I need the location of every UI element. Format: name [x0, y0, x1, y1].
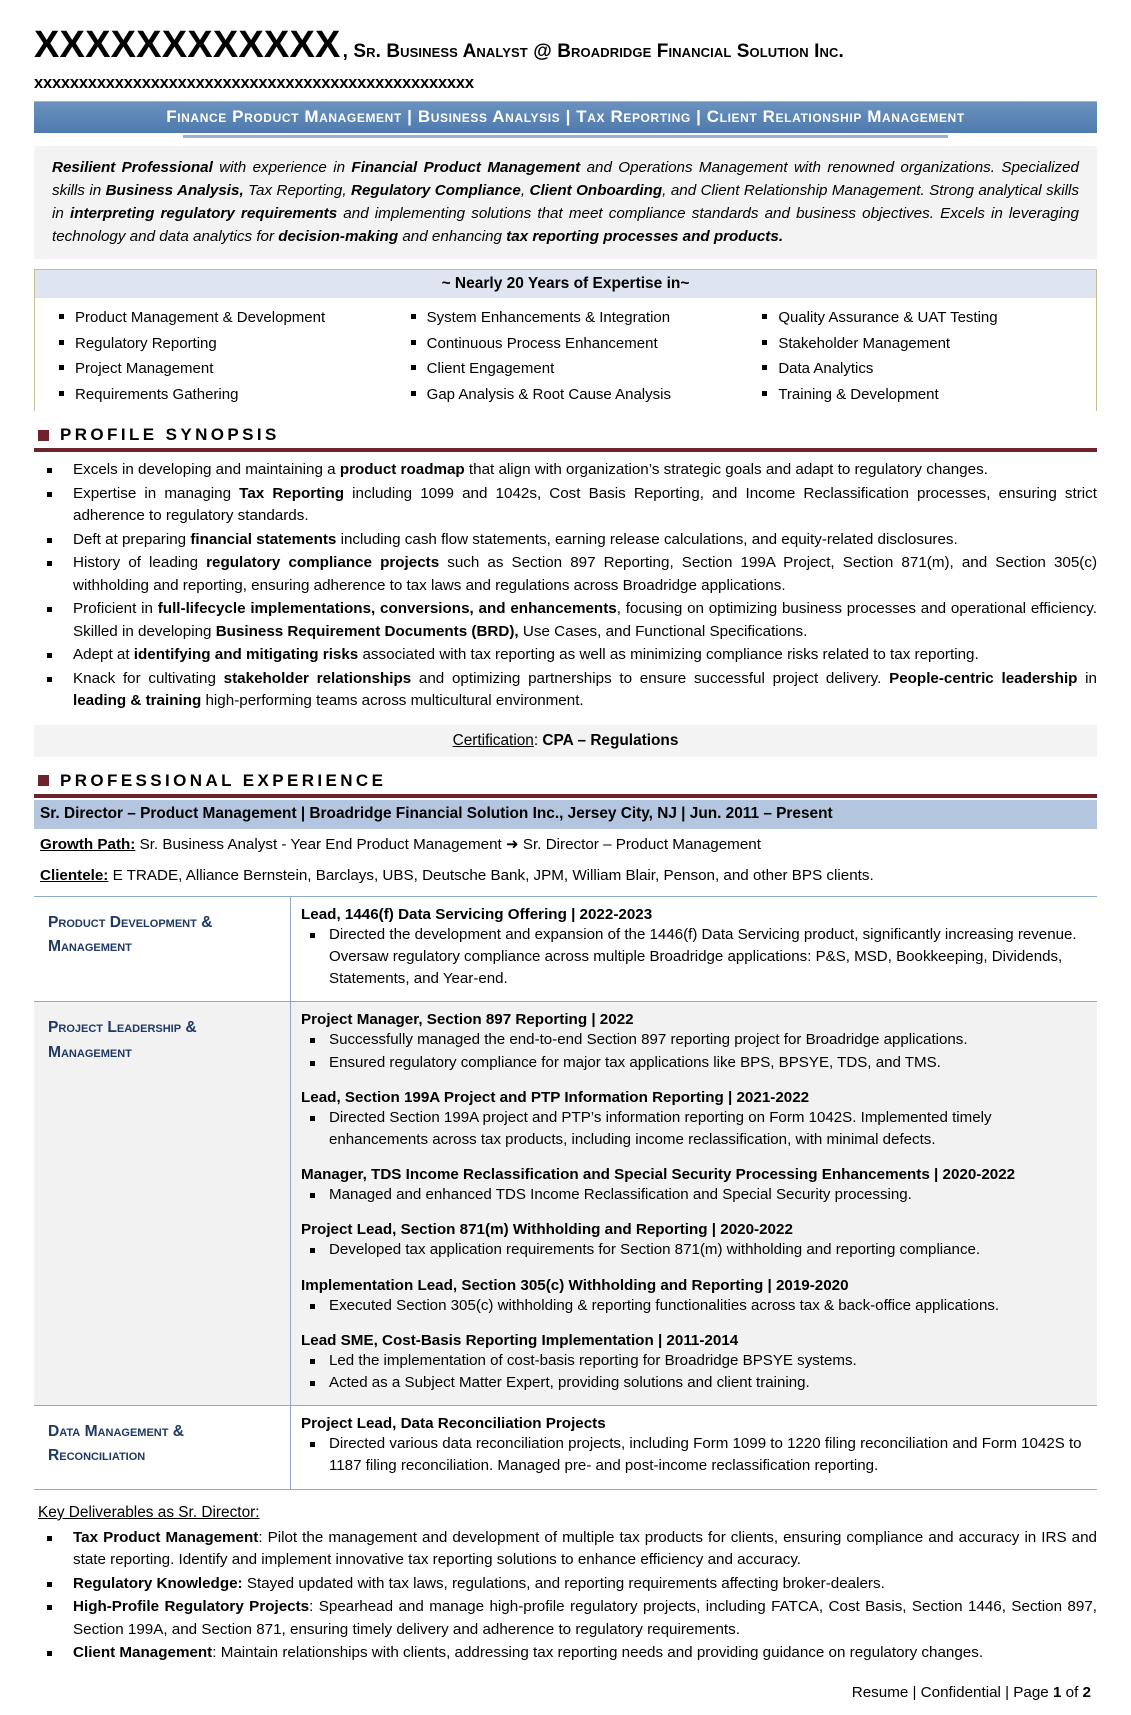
expertise-item: Project Management	[41, 356, 393, 382]
experience-entry-title: Lead, 1446(f) Data Servicing Offering | 2022-2023	[301, 905, 653, 923]
candidate-headline: , Sr. Business Analyst @ Broadridge Financial Solution Inc.	[342, 41, 844, 62]
experience-entry-bullet: Directed various data reconciliation projects, including Form 1099 to 1220 filing reconciliation and Form 1042S to 1187 filing reconciliation. Managed pre- and post-income reclassification reporting.	[301, 1433, 1087, 1477]
experience-entry-bullet: Developed tax application requirements for Section 871(m) withholding and reporting compliance.	[301, 1239, 1087, 1261]
experience-entry-bullets	[301, 1239, 1087, 1261]
professional-summary: Resilient Professional with experience in Financial Product Management and Operations Management with renowned organizations. Specialized skills in Business Analysis, Tax Reporting, Regulatory Compliance, Client Onboarding, and Client Relationship Management. Strong analytical skills in interpreting regulatory requirements and implementing solutions that meet compliance standards and business objectives. Excels in leveraging technology and data analytics for decision-making and enhancing tax reporting processes and products.	[34, 146, 1097, 259]
experience-entry-title: Lead, Section 199A Project and PTP Information Reporting | 2021-2022	[301, 1088, 810, 1106]
expertise-item: Stakeholder Management	[744, 331, 1096, 357]
experience-entry-bullet: Ensured regulatory compliance for major tax applications like BPS, BPSYE, TDS, and TMS.	[301, 1052, 1087, 1074]
certification-bar	[34, 725, 1097, 757]
key-deliverables-bullet: Client Management: Maintain relationships with clients, addressing tax reporting needs and providing guidance on regulatory changes.	[34, 1642, 1097, 1665]
experience-entry-bullets	[301, 1184, 1087, 1206]
experience-category-label: Product Development & Management	[34, 896, 291, 1002]
section-title-professional-experience: PROFESSIONAL EXPERIENCE	[60, 770, 387, 790]
expertise-item: Training & Development	[744, 382, 1096, 408]
experience-entry-title: Project Manager, Section 897 Reporting | 2022	[301, 1011, 634, 1029]
profile-synopsis-bullet: Deft at preparing financial statements including cash flow statements, earning release calculations, and equity-related disclosures.	[34, 529, 1097, 552]
experience-table-body	[34, 896, 1097, 1489]
expertise-grid	[35, 298, 1096, 411]
key-deliverables-bullet: Tax Product Management: Pilot the management and development of multiple tax products for clients, ensuring compliance and accuracy in IRS and state reporting. Identify and implement innovative tax reporting solutions to enhance efficiency and accuracy.	[34, 1527, 1097, 1572]
experience-entry-title: Lead SME, Cost-Basis Reporting Implementation | 2011-2014	[301, 1331, 739, 1349]
footer-text-before: Resume | Confidential | Page	[851, 1683, 1053, 1701]
expertise-item: Requirements Gathering	[41, 382, 393, 408]
experience-entry-title: Implementation Lead, Section 305(c) Withholding and Reporting | 2019-2020	[301, 1276, 849, 1294]
experience-entry-bullets	[301, 1433, 1087, 1477]
expertise-item: Product Management & Development	[41, 305, 393, 331]
experience-entry-bullet: Successfully managed the end-to-end Section 897 reporting project for Broadridge applications.	[301, 1029, 1087, 1051]
section-title-profile-synopsis: PROFILE SYNOPSIS	[60, 425, 280, 445]
experience-entry-bullet: Led the implementation of cost-basis reporting for Broadridge BPSYE systems.	[301, 1350, 1087, 1372]
square-bullet-icon	[38, 775, 49, 786]
profile-synopsis-bullet: History of leading regulatory compliance projects such as Section 897 Reporting, Section 199A Project, Section 871(m), and Section 305(c) withholding and reporting, ensuring adherence to tax laws and regulations across Broadridge applications.	[34, 552, 1097, 597]
experience-entries-cell	[291, 896, 1098, 1002]
expertise-item: Continuous Process Enhancement	[393, 331, 745, 357]
profile-synopsis-bullet: Proficient in full-lifecycle implementations, conversions, and enhancements, focusing on optimizing business processes and operational efficiency. Skilled in developing Business Requirement Documents (BRD), Use Cases, and Functional Specifications.	[34, 598, 1097, 643]
expertise-box	[34, 269, 1097, 411]
expertise-item: Quality Assurance & UAT Testing	[744, 305, 1096, 331]
experience-entry-title: Manager, TDS Income Reclassification and Special Security Processing Enhancements | 2020-2022	[301, 1166, 1016, 1184]
experience-entry-bullets	[301, 1350, 1087, 1394]
section-head-profile-synopsis	[34, 425, 1097, 445]
experience-table-row	[34, 896, 1097, 1002]
footer-page-number: 1	[1052, 1683, 1062, 1701]
section-rule	[34, 794, 1097, 798]
key-deliverables-heading: Key Deliverables as Sr. Director:	[38, 1503, 260, 1521]
banner-underline	[183, 135, 948, 138]
expertise-item: Regulatory Reporting	[41, 331, 393, 357]
profile-synopsis-bullet: Knack for cultivating stakeholder relationships and optimizing partnerships to ensure successful project delivery. People-centric leadership in leading & training high-performing teams across multicultural environment.	[34, 668, 1097, 713]
experience-table-row	[34, 1002, 1097, 1406]
growth-path-value: Sr. Business Analyst - Year End Product Management ➜ Sr. Director – Product Management	[135, 835, 761, 853]
experience-entry-title: Project Lead, Section 871(m) Withholding and Reporting | 2020-2022	[301, 1221, 793, 1239]
profile-synopsis-bullet: Adept at identifying and mitigating risks associated with tax reporting as well as minimizing compliance risks related to tax reporting.	[34, 644, 1097, 667]
experience-entry-bullets	[301, 1029, 1087, 1073]
experience-table-row	[34, 1406, 1097, 1489]
expertise-item: Gap Analysis & Root Cause Analysis	[393, 382, 745, 408]
experience-category-label: Data Management & Reconciliation	[34, 1406, 291, 1489]
experience-entry-bullet: Executed Section 305(c) withholding & reporting functionalities across tax & back-office applications.	[301, 1295, 1087, 1317]
experience-entry-bullet: Managed and enhanced TDS Income Reclassification and Special Security processing.	[301, 1184, 1087, 1206]
experience-table	[34, 896, 1097, 1490]
growth-path-label: Growth Path:	[40, 835, 136, 853]
profile-synopsis-bullet: Excels in developing and maintaining a product roadmap that align with organization’s strategic goals and adapt to regulatory changes.	[34, 459, 1097, 482]
clientele-line	[34, 853, 1097, 896]
experience-category-label: Project Leadership & Management	[34, 1002, 291, 1406]
candidate-name: XXXXXXXXXXXX	[34, 24, 341, 66]
key-deliverables-bullet: Regulatory Knowledge: Stayed updated with tax laws, regulations, and reporting requirements affecting broker-dealers.	[34, 1573, 1097, 1596]
candidate-address: xxxxxxxxxxxxxxxxxxxxxxxxxxxxxxxxxxxxxxxxxxxxxxxxx	[34, 74, 474, 92]
expertise-heading: ~ Nearly 20 Years of Expertise in~	[35, 270, 1096, 298]
certification-label: Certification	[452, 731, 534, 749]
profile-synopsis-list	[34, 459, 1097, 713]
section-rule	[34, 448, 1097, 452]
footer-text-middle: of	[1061, 1683, 1083, 1701]
section-head-professional-experience	[34, 771, 1097, 791]
expertise-item: Client Engagement	[393, 356, 745, 382]
square-bullet-icon	[38, 430, 49, 441]
expertise-item: Data Analytics	[744, 356, 1096, 382]
growth-path-line	[34, 829, 1097, 853]
header-name-line	[34, 26, 1097, 64]
experience-entry-bullet: Directed Section 199A project and PTP’s information reporting on Form 1042S. Implemented timely enhancements across tax products, including income reclassification, with minimal defects.	[301, 1107, 1087, 1151]
experience-entry-title: Project Lead, Data Reconciliation Projects	[301, 1415, 606, 1433]
specialties-banner: Finance Product Management | Business Analysis | Tax Reporting | Client Relationship Management	[34, 101, 1097, 133]
footer-total-pages: 2	[1082, 1683, 1091, 1701]
experience-entry-bullets	[301, 924, 1087, 991]
experience-entry-bullets	[301, 1295, 1087, 1317]
profile-synopsis-bullet: Expertise in managing Tax Reporting including 1099 and 1042s, Cost Basis Reporting, and Income Reclassification processes, ensuring strict adherence to regulatory standards.	[34, 483, 1097, 528]
key-deliverables-list	[34, 1527, 1097, 1665]
experience-entry-bullet: Acted as a Subject Matter Expert, providing solutions and client training.	[301, 1372, 1087, 1394]
certification-value: CPA – Regulations	[542, 731, 679, 749]
certification-colon: :	[533, 731, 543, 749]
experience-entry-bullets	[301, 1107, 1087, 1151]
clientele-value: E TRADE, Alliance Bernstein, Barclays, UBS, Deutsche Bank, JPM, William Blair, Penson, and other BPS clients.	[108, 866, 874, 884]
job-title-bar: Sr. Director – Product Management | Broadridge Financial Solution Inc., Jersey City, NJ | Jun. 2011 – Present	[34, 800, 1097, 829]
expertise-item: System Enhancements & Integration	[393, 305, 745, 331]
key-deliverables-bullet: High-Profile Regulatory Projects: Spearhead and manage high-profile regulatory projects, including FATCA, Cost Basis, Section 1446, Section 897, Section 199A, and Section 871, ensuring timely delivery and adherence to regulatory requirements.	[34, 1596, 1097, 1641]
experience-entry-bullet: Directed the development and expansion of the 1446(f) Data Servicing product, significantly increasing revenue. Oversaw regulatory compliance across multiple Broadridge applications: P&S, MSD, Bookkeeping, Dividends, Statements, and Year-end.	[301, 924, 1087, 991]
page-footer	[34, 1666, 1097, 1705]
experience-entries-cell	[291, 1406, 1098, 1489]
clientele-label: Clientele:	[40, 866, 109, 884]
experience-entries-cell	[291, 1002, 1098, 1406]
